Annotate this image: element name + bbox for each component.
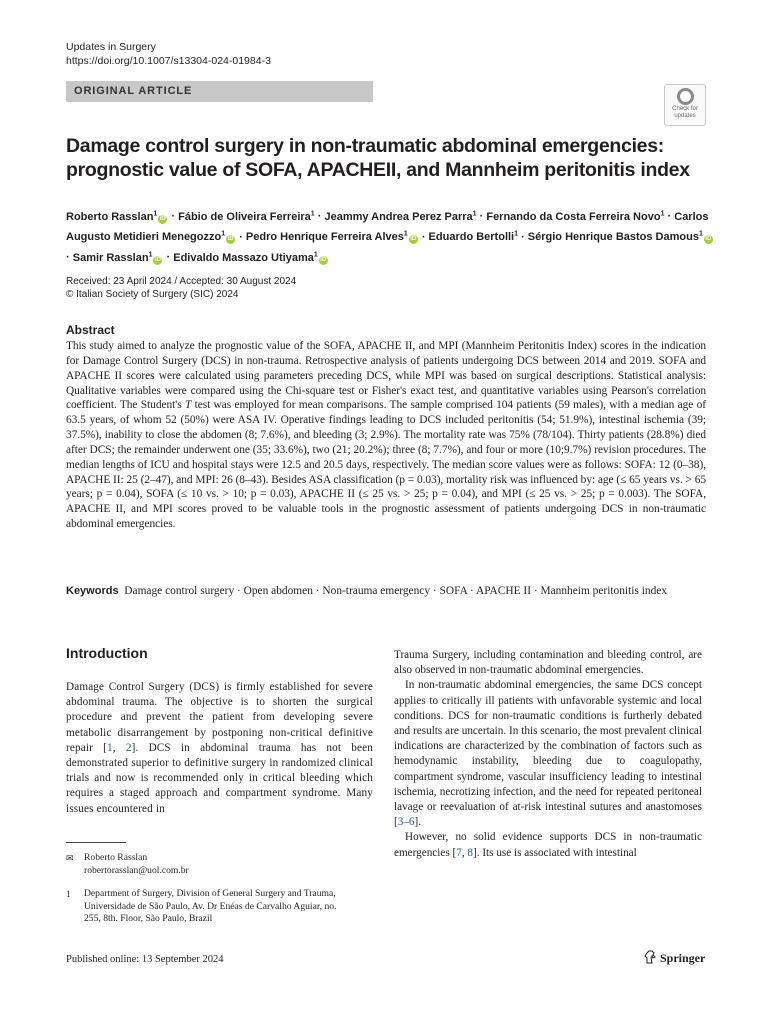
article-dates [66,275,296,301]
citation-link[interactable]: 3–6 [397,816,415,829]
abstract-text [66,339,706,532]
footnote-divider [66,842,126,843]
author-affiliation-mark: 1 [310,210,315,217]
intro-text: However, no solid evidence supports DCS in non-traumatic emergencies [ [394,831,702,859]
check-for-updates-badge[interactable] [664,84,706,126]
citation-link[interactable]: 8 [467,846,474,859]
publisher-logo [644,950,705,966]
abstract-heading: Abstract [66,323,115,337]
journal-header [66,40,271,68]
author-entry [324,211,476,223]
citation-sep: , [461,846,468,859]
author-entry [486,211,664,223]
intro-text: In non-traumatic abdominal emergencies, the same DCS concept applies to critically ill patients with unfavorable systemic and local conditions. DCS for non-traumatic conditions is furtherly debated and results are uncertain. In this scenario, the most prevalent clinical indications are characterized by the combination of factors such as hemodynamic instability, bleeding due to coagulopathy, compartment syndrome, vascular insufficiency leading to intestinal ischemia, necrotizing infection, and the need for repeated peritoneal lavage or reevaluation of at-risk intestinal sutures and anastomoses [ [394,679,702,829]
corresponding-email[interactable]: robertorasslan@uol.com.br [84,864,189,876]
corresponding-author-note [66,852,189,877]
orcid-icon[interactable]: iD [159,215,166,222]
article-title: Damage control surgery in non-traumatic abdominal emergencies: prognostic value of SOFA, APACHEII, and Mannheim peritonitis index [66,135,690,181]
keywords [66,584,706,599]
doi-link[interactable]: https://doi.org/10.1007/s13304-024-01984-3 [66,55,271,67]
intro-text: ]. Its use is associated with intestinal [473,846,637,859]
citation-sep: , [112,741,126,754]
author-affiliation-mark: 1 [313,251,318,259]
author-entry [73,252,164,264]
affiliation-text: Department of Surgery, Division of General Surgery and Trauma, Universidade de São Paulo, Av. Dr Enéas de Carvalho Aguiar, no. 255, 8th. Floor, São Paulo, Brazil [84,888,337,925]
orcid-icon[interactable]: iD [320,256,327,263]
journal-name: Updates in Surgery [66,41,156,53]
intro-paragraph-1 [66,680,373,817]
affiliation-number: 1 [66,889,71,899]
author-name[interactable]: Fernando da Costa Ferreira Novo [486,210,661,223]
orcid-icon[interactable]: iD [154,256,161,263]
check-updates-icon [677,88,694,105]
author-affiliation-mark: 1 [148,251,153,259]
abstract-part-2: test was employed for mean comparisons. The sample comprised 104 patients (59 males), with a median age of 63.5 years, of whom 52 (50%) were ASA IV. Operative findings leading to DCS included peritonitis (54; 51.9%), intestinal ischemia (39; 37.5%), inability to close the abdomen (8; 7.6%), and bleeding (3; 2.9%). The mortality rate was 75% (78/104). Thirty patients (28.8%) died after DCS; the remainder underwent one (35; 33.6%), two (21; 20.2%); three (8; 7.7%), and four or more (10;9.7%) revision procedures. The median lengths of ICU and hospital stays were 12.5 and 20.5 days, respectively. The median score values were as follows: SOFA: 12 (0–38), APACHE II: 25 (2–47), and MPI: 26 (8–43). Besides ASA classification (p = 0.03), mortality risk was influenced by: age (≤ 65 years vs. > 65 years; p = 0.04), SOFA (≤ 10 vs. > 10; p = 0.03), APACHE II (≤ 25 vs. > 25; p = 0.04), and MPI (≤ 25 vs. > 25; p = 0.003). The SOFA, APACHE II, and MPI scores proved to be valuable tools in the prognostic assessment of patients undergoing DCS in non-traumatic abdominal emergencies. [66,399,706,531]
author-entry [246,231,419,243]
author-affiliation-mark: 1 [153,210,158,217]
citation-link[interactable]: 1 [107,741,113,754]
copyright: © Italian Society of Surgery (SIC) 2024 [66,289,239,300]
author-name[interactable]: Edivaldo Massazo Utiyama [173,251,314,264]
intro-paragraph-2 [394,678,702,830]
corresponding-name: Roberto Rasslan [84,852,148,863]
abstract-part-1: This study aimed to analyze the prognostic value of the SOFA, APACHE II, and MPI (Mannheim Peritonitis Index) scores in the indication for Damage Control Surgery (DCS) in non-trauma. Retrospective analysis of patients undergoing DCS between 2014 and 2019. SOFA and APACHE II scores were calculated using parameters preceding DCS, while MPI was based on surgical descriptions. Statistical analysis: Qualitative variables were compared using the Chi-square test or Fisher's exact test, and quantitative variables using Pearson's correlation coefficient. The Student's [66,340,706,412]
keywords-text: Damage control surgery · Open abdomen · Non-trauma emergency · SOFA · APACHE II · Mannheim peritonitis index [124,585,668,597]
check-updates-label-2: updates [674,112,696,119]
author-name[interactable]: Samir Rasslan [72,251,149,264]
orcid-icon[interactable]: iD [410,236,417,243]
article-type-banner [66,81,373,102]
intro-column-left [66,680,373,817]
keywords-label: Keywords [66,585,119,597]
author-name[interactable]: Eduardo Bertolli [428,231,515,244]
author-entry [429,231,518,243]
publisher-name: Springer [660,951,706,965]
author-name[interactable]: Pedro Henrique Ferreira Alves [245,231,404,244]
intro-column-right [394,648,702,861]
received-accepted: Received: 23 April 2024 / Accepted: 30 August 2024 [66,276,297,287]
author-list: Roberto Rasslan$^1$iD · Fábio de Oliveira Ferreira$^1$ · Jeammy Andrea Perez Parra$^1$ · Fernando da Costa Ferreira Novo$^1$ · Carlos Augusto Metidieri Menegozzo$^1$iD · Pedro Henrique Ferreira Alves$^1$iD · Eduardo Bertolli$^1$ · Sérgio Henrique Bastos Damous$^1$iD · Samir Rasslan$^1$iD · Edivaldo Massazo Utiyama$^1$iD [66,205,716,267]
author-affiliation-mark: 1 [514,230,519,238]
affiliation-note [66,888,366,926]
author-affiliation-mark: 1 [403,230,408,238]
author-affiliation-mark: 1 [472,210,477,217]
author-entry [178,211,315,223]
author-name[interactable]: Jeammy Andrea Perez Parra [324,210,473,223]
intro-paragraph-3 [394,830,702,860]
author-affiliation-mark: 1 [221,230,226,238]
orcid-icon[interactable]: iD [705,236,712,243]
intro-text: ]. [414,816,422,829]
author-entry [173,252,329,264]
citation-link[interactable]: 7 [456,846,462,859]
envelope-icon: ✉ [66,853,74,863]
intro-paragraph-continued: Trauma Surgery, including contamination and bleeding control, are also observed in non-traumatic abdominal emergencies. [394,649,702,677]
check-updates-label-1: Check for [672,106,698,112]
citation-link[interactable]: 2 [125,741,132,754]
springer-horse-icon [644,950,656,964]
intro-text: ]. DCS in abdominal trauma has not been demonstrated superior to definitive surgery in randomized clinical trials and now is recommended only in critical bleeding which requires a staged approach and compartment syndrome. Many issues encountered in [66,741,373,815]
author-name[interactable]: Carlos Augusto Metidieri Menegozzo [66,210,709,244]
author-entry [528,231,714,243]
author-affiliation-mark: 1 [660,210,665,217]
orcid-icon[interactable]: iD [227,236,234,243]
author-name[interactable]: Fábio de Oliveira Ferreira [178,210,311,223]
author-name[interactable]: Roberto Rasslan [66,210,154,223]
author-name[interactable]: Sérgio Henrique Bastos Damous [527,231,699,244]
abstract-t-italic: T [184,399,192,412]
author-entry [66,211,168,223]
intro-text: Damage Control Surgery (DCS) is firmly established for severe abdominal trauma. The objective is to shorten the surgical procedure and prevent the patient from developing severe metabolic disarrangement by postponing non-critical definitive repair [ [66,681,373,754]
author-affiliation-mark: 1 [698,230,703,238]
introduction-heading: Introduction [66,645,148,661]
article-type: ORIGINAL ARTICLE [74,85,193,97]
published-date: Published online: 13 September 2024 [66,954,224,965]
